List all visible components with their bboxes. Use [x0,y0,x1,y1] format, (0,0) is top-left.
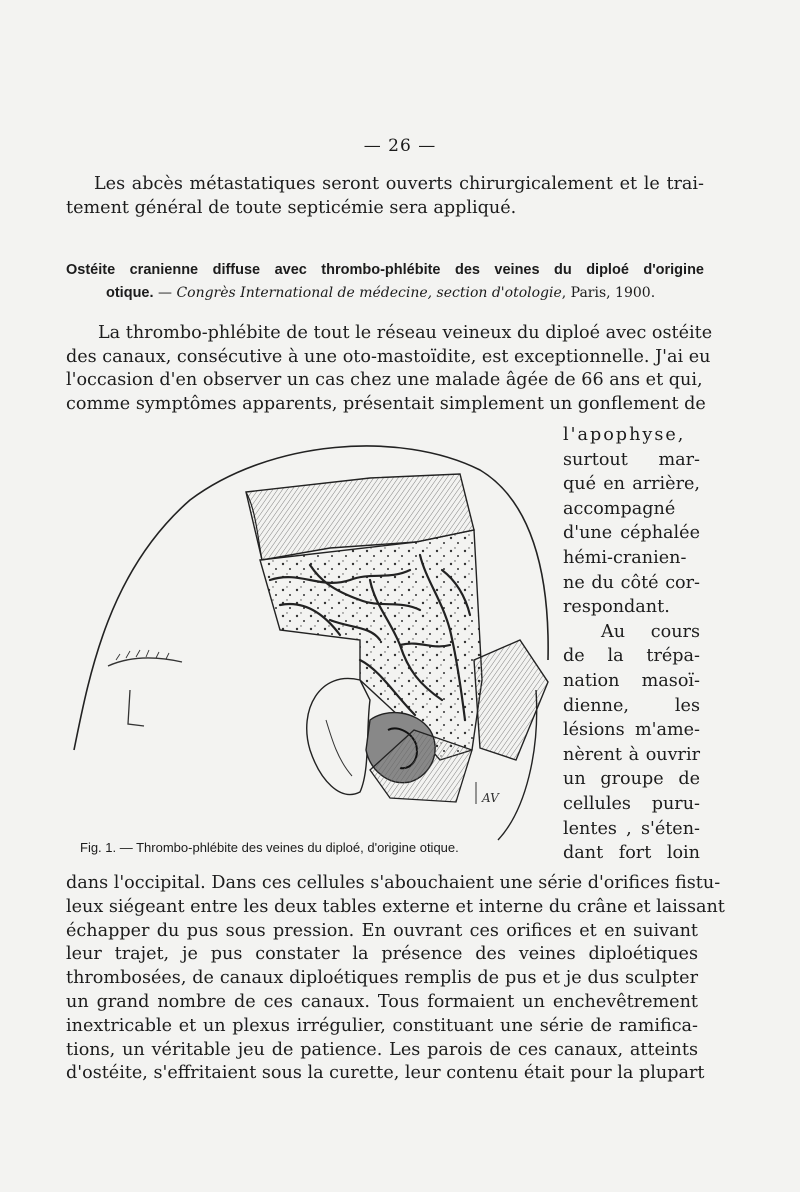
text-line: dant fort loin [563,843,700,864]
citation-separator: — [153,285,177,301]
text-line: hémi-cranien- [563,547,687,568]
text-line: cellules puru- [563,793,700,814]
text-line: La thrombo-phlébite de tout le réseau veineux du diploé avec ostéite [98,323,713,343]
text-line: lentes , s'éten- [563,818,700,839]
heading-title: Ostéite cranienne diffuse avec thrombo-phlébite des veines du diploé d'origine [66,262,704,278]
text-line: un groupe de [563,769,700,790]
text-line: Les abcès métastatiques seront ouverts chirurgicalement et le trai- [94,174,704,194]
text-line: un grand nombre de ces canaux. Tous formaient un enchevêtrement [66,991,698,1012]
nose-mark [128,690,144,726]
section-heading [66,259,704,304]
page-number: — 26 — [363,136,437,156]
figure-caption: Fig. 1. — Thrombo-phlébite des veines du diploé, d'origine otique. [80,840,459,855]
heading-citation [66,281,704,304]
heading-title-end: otique. [106,285,154,301]
text-line: d'une céphalée [563,523,700,544]
artist-signature: AV [482,791,499,805]
brow-mark [108,658,182,666]
intro-paragraph [66,173,704,220]
text-line: dienne, les [563,695,700,716]
skull-illustration [70,430,560,850]
text-line: qué en arrière, [563,474,700,495]
ear [307,678,370,794]
text-line: leux siégeant entre les deux tables externe et interne du crâne et laissant [66,896,725,917]
text-line: respondant. [563,597,670,618]
text-line: accompagné [563,498,676,519]
text-line: l'apophyse, [563,425,686,445]
text-line: thrombosées, de canaux diploétiques remplis de pus et je dus sculpter [66,968,698,989]
text-line: comme symptômes apparents, présentait simplement un gonflement de [66,393,706,414]
text-line: tement général de toute septicémie sera appliqué. [66,197,517,218]
body-paragraph-top [66,322,713,416]
text-line: échapper du pus sous pression. En ouvrant ces orifices et en suivant [66,920,698,941]
citation-source: Congrès International de médecine, section d'otologie [176,285,562,301]
text-line: de la trépa- [563,646,700,667]
body-paragraph-bottom [66,872,725,1086]
text-line: l'occasion d'en observer un cas chez une malade âgée de 66 ans et qui, [66,370,703,390]
text-line: leur trajet, je pus constater la présence des veines diploétiques [66,944,698,965]
text-line: des canaux, consécutive à une oto-mastoïdite, est exceptionnelle. J'ai eu [66,346,711,367]
text-line: inextricable et un plexus irrégulier, constituant une série de ramifica- [66,1015,698,1036]
text-line: dans l'occipital. Dans ces cellules s'abouchaient une série d'orifices fistu- [66,873,721,893]
text-line: ne du côté cor- [563,572,700,593]
text-line: Au cours [601,621,700,642]
text-line: tions, un véritable jeu de patience. Les parois de ces canaux, atteints [66,1039,698,1060]
text-line: d'ostéite, s'effritaient sous la curette, leur contenu était pour la plupart [66,1063,705,1084]
text-line: surtout mar- [563,449,700,470]
text-line: nèrent à ouvrir [563,744,700,765]
side-column-text [563,423,700,866]
text-line: lésions m'ame- [563,720,700,741]
text-line: nation masoï- [563,670,700,691]
citation-place-date: , Paris, 1900. [561,285,656,301]
